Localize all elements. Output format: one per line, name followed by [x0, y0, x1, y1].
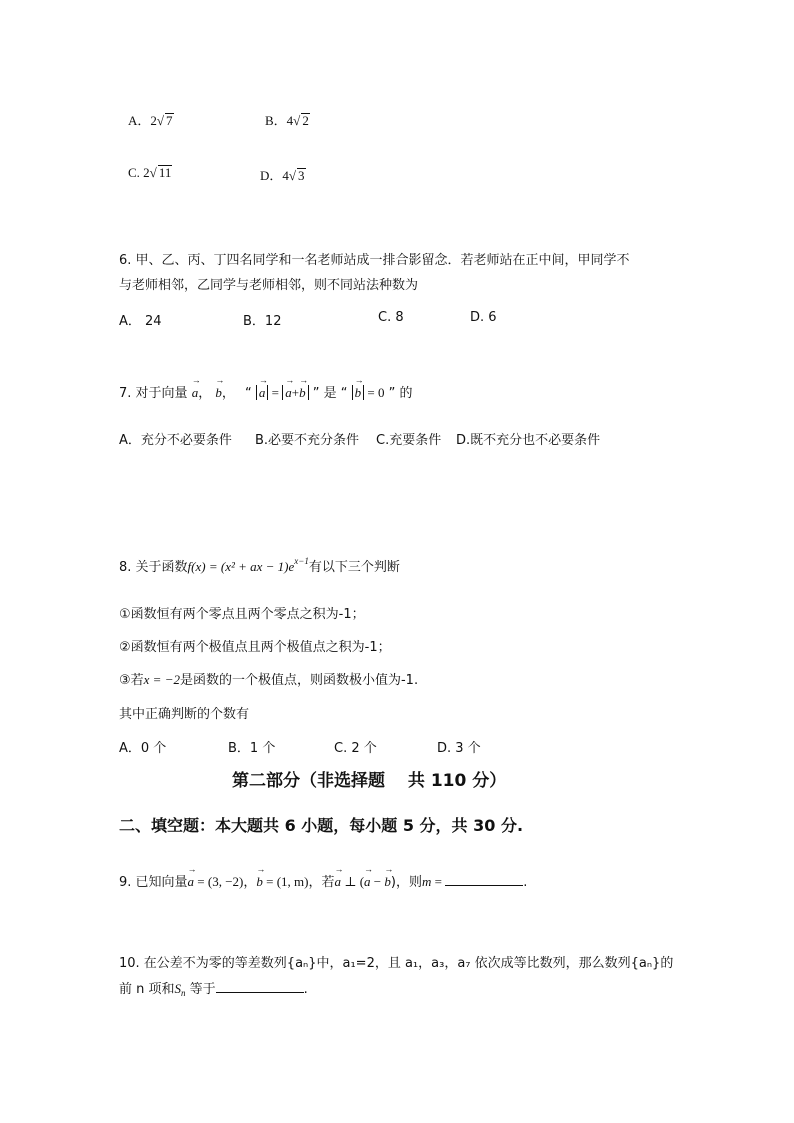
- q8-item-1: ①函数恒有两个零点且两个零点之积为-1；: [119, 607, 365, 622]
- q7-stem: 7. 对于向量 → a， → b， “ → a = → a+→ b ” 是 “ → b = 0 ” 的: [119, 382, 412, 401]
- section2-heading: 二、填空题：本大题共 6 小题，每小题 5 分，共 30 分.: [119, 816, 524, 835]
- q8-option-d: D. 3 个: [437, 741, 481, 756]
- q8-item-3: ③若x = −2是函数的一个极值点，则函数极小值为-1.: [119, 672, 419, 688]
- q10-stem-line1: 10. 在公差不为零的等差数列{aₙ}中，a₁=2，且 a₁，a₃，a₇ 依次成等比数列，那么数列{aₙ}的: [119, 956, 674, 971]
- q10-stem-line2: 前 n 项和$S_n$ 等于 .: [119, 981, 308, 998]
- q10-answer-blank[interactable]: [216, 980, 304, 993]
- q7-option-a: A．充分不必要条件: [119, 433, 232, 448]
- q5-option-a: A．2√ 7: [128, 113, 173, 128]
- q6-option-b: B．12: [243, 314, 282, 329]
- q8-option-a: A．0 个: [119, 741, 167, 756]
- q8-item-2: ②函数恒有两个极值点且两个极值点之积为-1；: [119, 640, 391, 655]
- part2-title: 第二部分（非选择题 共 110 分）: [232, 771, 507, 791]
- q6-stem-line1: 6. 甲、乙、丙、丁四名同学和一名老师站成一排合影留念．若老师站在正中间，甲同学不: [119, 253, 630, 268]
- q6-option-a: A． 24: [119, 314, 162, 329]
- q7-option-d: D.既不充分也不必要条件: [456, 433, 601, 448]
- q8-option-b: B．1 个: [228, 741, 276, 756]
- q9-stem: 9. 已知向量→ a = (3, −2)，→ b = (1, m)，若→ a ⊥ (→ a − → b)，则m = .: [119, 871, 527, 890]
- q7-option-c: C.充要条件: [376, 433, 442, 448]
- q8-formula: f(x) = (x² + ax − 1)e: [187, 559, 295, 574]
- q8-option-c: C. 2 个: [334, 741, 377, 756]
- q8-question: 其中正确判断的个数有: [119, 707, 250, 722]
- q9-answer-blank[interactable]: [445, 873, 523, 886]
- q7-option-b: B.必要不充分条件: [255, 433, 360, 448]
- q8-stem: 8. 关于函数f(x) = (x² + ax − $1)e^{x-1}$有以下三个判断: [119, 556, 400, 575]
- q6-option-d: D. 6: [470, 310, 497, 325]
- q6-option-c: C. 8: [378, 310, 404, 325]
- q5-option-d: D．4√ 3: [260, 168, 305, 183]
- q6-stem-line2: 与老师相邻，乙同学与老师相邻，则不同站法种数为: [119, 278, 419, 293]
- q5-option-c: C. 2√ 11: [128, 165, 172, 180]
- q5-option-b: B．4√ 2: [265, 113, 309, 128]
